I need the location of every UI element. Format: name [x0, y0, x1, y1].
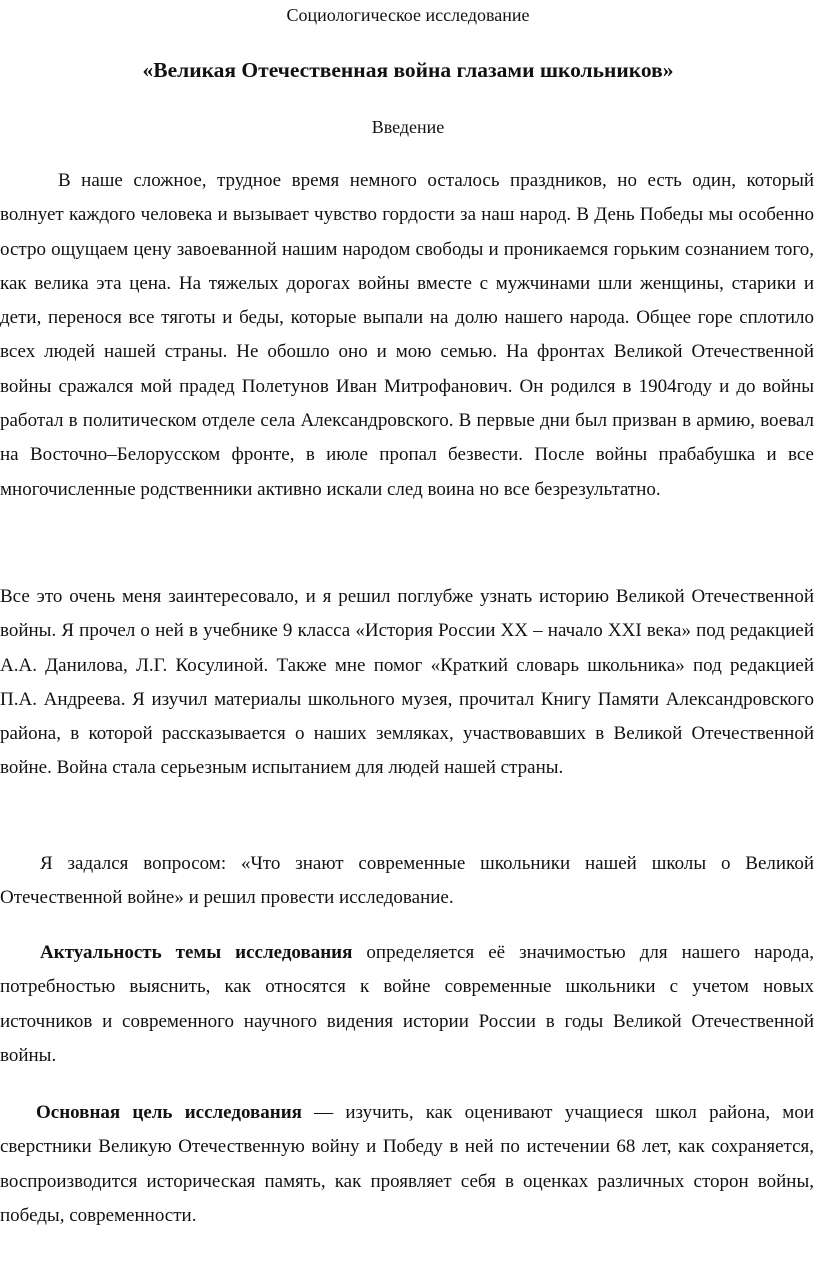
paragraph-intro: В наше сложное, трудное время немного осталось праздников, но есть один, который волнует каждого человека и вызывает чувство гордости за наш народ. В День Победы мы особенно остро ощущаем цену завоеванной нашим народом свободы и проникаемся горьким сознанием того, как велика эта цена. На тяжелых дорогах войны вместе с мужчинами шли женщины, старики и дети, перенося все тяготы и беды, которые выпали на долю нашего народа. Общее горе сплотило всех людей нашей страны. Не обошло оно и мою семью. На фронтах Великой Отечественной войны сражался мой прадед Полетунов Иван Митрофанович. Он родился в 1904году и до войны работал в политическом отделе села Александровского. В первые дни был призван в армию, воевал на Восточно–Белорусском фронте, в июле пропал безвести. После войны прабабушка и все многочисленные родственники активно искали след воина но все безрезультатно. — [0, 170, 814, 500]
relevance-label: Актуальность темы исследования — [40, 942, 353, 963]
paragraph-sources: Все это очень меня заинтересовало, и я решил поглубже узнать историю Великой Отечественной войны. Я прочел о ней в учебнике 9 класса «История России XX – начало XXI века» под редакцией А.А. Данилова, Л.Г. Косулиной. Также мне помог «Краткий словарь школьника» под редакцией П.А. Андреева. Я изучил материалы школьного музея, прочитал Книгу Памяти Александровского района, в которой рассказывается о наших земляках, участвовавших в Великой Отечественной войне. Война стала серьезным испытанием для людей нашей страны. — [0, 586, 814, 779]
document-title: «Великая Отечественная война глазами школьников» — [142, 58, 674, 82]
paragraph-question: Я задался вопросом: «Что знают современные школьники нашей школы о Великой Отечественной войне» и решил провести исследование. — [0, 853, 814, 909]
paragraph-goal — [0, 1096, 814, 1233]
goal-label: Основная цель исследования — [36, 1102, 302, 1123]
document-kicker: Социологическое исследование — [286, 5, 530, 25]
paragraph-relevance — [0, 936, 814, 1073]
relevance-text: определяется её значимостью для нашего народа, потребностью выяснить, как относятся к войне современные школьники с учетом новых источников и современного научного видения истории России в годы Великой Отечественной войны. — [0, 942, 814, 1066]
goal-text: — изучить, как оценивают учащиеся школ района, мои сверстники Великую Отечественную войну и Победу в ней по истечении 68 лет, как сохраняется, воспроизводится историческая память, как проявляет себя в оценках различных сторон войны, победы, современности. — [0, 1102, 814, 1226]
section-heading: Введение — [371, 117, 445, 137]
